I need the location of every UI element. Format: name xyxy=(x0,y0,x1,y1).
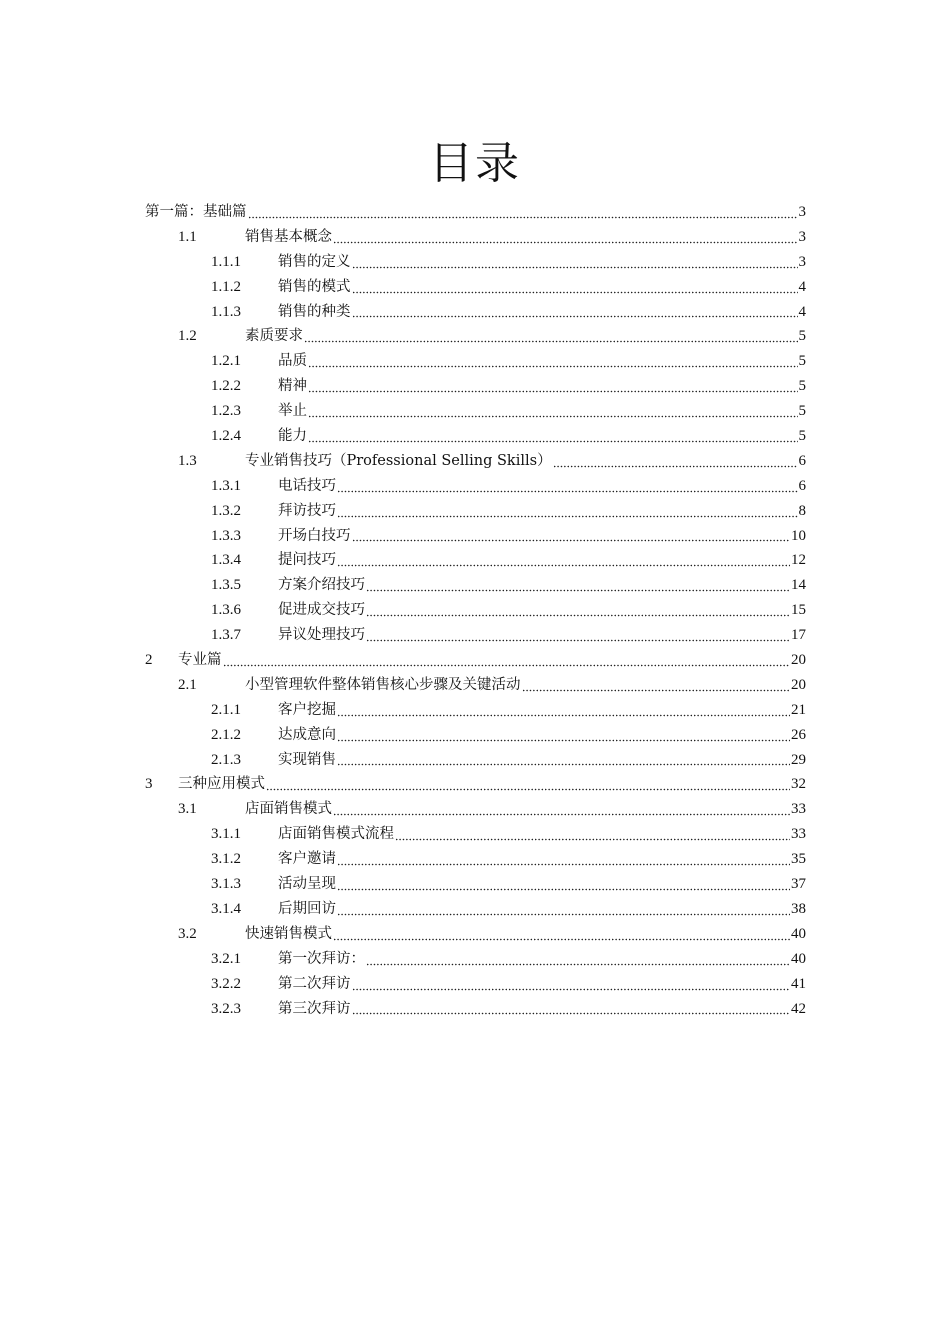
toc-dot-leader xyxy=(337,504,798,518)
table-of-contents xyxy=(145,200,806,1021)
toc-entry-page-number: 33 xyxy=(791,826,806,843)
toc-dot-leader xyxy=(337,752,790,766)
toc-entry-number: 2.1 xyxy=(178,676,197,693)
toc-entry-page-number: 20 xyxy=(791,652,806,669)
toc-entry-number: 1.3.1 xyxy=(211,477,241,494)
toc-dot-leader xyxy=(366,952,790,966)
toc-dot-leader xyxy=(352,280,798,294)
toc-entry-page-number: 20 xyxy=(791,676,806,693)
toc-entry-page-number: 29 xyxy=(791,751,806,768)
toc-entry-title: 开场白技巧 xyxy=(278,527,351,544)
toc-entry-title: 三种应用模式 xyxy=(178,776,265,793)
toc-entry-page-number: 3 xyxy=(798,228,806,245)
toc-entry-page-number: 3 xyxy=(798,204,806,220)
toc-entry-number: 1.1.1 xyxy=(211,253,241,270)
toc-dot-leader xyxy=(352,528,791,542)
toc-dot-leader xyxy=(266,777,790,791)
toc-entry-number: 2.1.1 xyxy=(211,701,241,718)
toc-entry[interactable] xyxy=(145,772,806,797)
toc-entry-number: 3.1.4 xyxy=(211,900,241,917)
toc-entry-page-number: 5 xyxy=(798,428,806,445)
toc-entry-page-number: 12 xyxy=(791,552,806,569)
toc-entry-title: 第二次拜访 xyxy=(278,975,351,992)
toc-entry-title: 后期回访 xyxy=(278,900,336,917)
toc-dot-leader xyxy=(333,927,790,941)
toc-entry-title: 素质要求 xyxy=(245,328,303,345)
toc-entry-title: 客户邀请 xyxy=(278,851,336,868)
toc-entry-page-number: 5 xyxy=(798,378,806,395)
toc-entry-number: 1.2.3 xyxy=(211,403,241,420)
toc-entry-page-number: 32 xyxy=(791,776,806,793)
toc-entry-title: 达成意向 xyxy=(278,726,336,743)
toc-entry[interactable] xyxy=(145,424,806,449)
toc-entry[interactable] xyxy=(145,449,806,474)
toc-entry-title: 第三次拜访 xyxy=(278,1000,351,1017)
toc-entry-page-number: 10 xyxy=(791,527,806,544)
toc-entry-page-number: 21 xyxy=(791,701,806,718)
toc-entry-page-number: 40 xyxy=(791,925,806,942)
toc-entry[interactable] xyxy=(145,748,806,773)
toc-dot-leader xyxy=(308,404,798,418)
toc-title: 目录 xyxy=(429,138,521,189)
toc-entry[interactable] xyxy=(145,250,806,275)
toc-entry-number: 1.3 xyxy=(178,452,197,469)
toc-entry-title: 举止 xyxy=(278,403,307,420)
toc-entry-title: 活动呈现 xyxy=(278,876,336,893)
toc-entry-title: 客户挖掘 xyxy=(278,701,336,718)
toc-dot-leader xyxy=(308,429,798,443)
toc-entry-number: 1.3.7 xyxy=(211,627,241,644)
toc-entry-number: 2.1.2 xyxy=(211,726,241,743)
toc-entry[interactable] xyxy=(145,300,806,325)
toc-entry-page-number: 35 xyxy=(791,851,806,868)
toc-entry-page-number: 6 xyxy=(798,477,806,494)
toc-entry-title: 电话技巧 xyxy=(278,477,336,494)
toc-dot-leader xyxy=(337,703,790,717)
toc-entry-number: 1.3.3 xyxy=(211,527,241,544)
toc-entry[interactable] xyxy=(145,648,806,673)
toc-entry-title: 拜访技巧 xyxy=(278,502,336,519)
toc-dot-leader xyxy=(337,877,790,891)
toc-entry-title: 小型管理软件整体销售核心步骤及关键活动 xyxy=(245,676,521,693)
toc-entry-page-number: 38 xyxy=(791,900,806,917)
toc-dot-leader xyxy=(337,728,790,742)
toc-entry-title: 异议处理技巧 xyxy=(278,627,365,644)
toc-entry-page-number: 8 xyxy=(798,502,806,519)
toc-entry-number: 3.2 xyxy=(178,925,197,942)
toc-dot-leader xyxy=(337,553,790,567)
toc-dot-leader xyxy=(395,827,790,841)
toc-entry[interactable] xyxy=(145,847,806,872)
toc-dot-leader xyxy=(366,578,790,592)
toc-entry-page-number: 14 xyxy=(791,577,806,594)
toc-entry-number: 1.2.4 xyxy=(211,428,241,445)
toc-entry-number: 1.3.5 xyxy=(211,577,241,594)
toc-entry-number: 3.1.1 xyxy=(211,826,241,843)
toc-dot-leader xyxy=(223,653,791,667)
toc-entry-number: 1.2 xyxy=(178,328,197,345)
toc-dot-leader xyxy=(308,354,798,368)
toc-dot-leader xyxy=(337,479,798,493)
toc-entry[interactable] xyxy=(145,324,806,349)
toc-entry[interactable] xyxy=(145,698,806,723)
toc-entry[interactable] xyxy=(145,723,806,748)
toc-entry-title: 精神 xyxy=(278,378,307,395)
toc-entry-page-number: 15 xyxy=(791,602,806,619)
toc-entry-number: 3 xyxy=(145,776,153,793)
toc-entry-title: 销售的模式 xyxy=(278,278,351,295)
toc-entry[interactable] xyxy=(145,797,806,822)
toc-entry-title: 销售的种类 xyxy=(278,303,351,320)
toc-entry-title: 促进成交技巧 xyxy=(278,602,365,619)
toc-dot-leader xyxy=(366,603,790,617)
toc-dot-leader xyxy=(352,1001,791,1015)
toc-entry-number: 1.3.6 xyxy=(211,602,241,619)
toc-entry-title: 店面销售模式 xyxy=(245,801,332,818)
toc-entry-title: 实现销售 xyxy=(278,751,336,768)
toc-entry-page-number: 40 xyxy=(791,950,806,967)
toc-entry-number: 1.2.2 xyxy=(211,378,241,395)
toc-entry[interactable] xyxy=(145,897,806,922)
toc-entry-title: 品质 xyxy=(278,353,307,370)
toc-dot-leader xyxy=(248,205,798,219)
toc-dot-leader xyxy=(553,454,798,468)
toc-entry-number: 3.2.3 xyxy=(211,1000,241,1017)
toc-entry-page-number: 6 xyxy=(798,452,806,469)
toc-dot-leader xyxy=(337,902,790,916)
toc-entry-page-number: 41 xyxy=(791,975,806,992)
toc-entry-number: 2.1.3 xyxy=(211,751,241,768)
toc-dot-leader xyxy=(333,230,798,244)
toc-entry[interactable] xyxy=(145,349,806,374)
toc-entry-title: 第一次拜访： xyxy=(278,950,365,967)
toc-entry[interactable] xyxy=(145,275,806,300)
toc-dot-leader xyxy=(308,379,798,393)
toc-entry-number: 3.2.2 xyxy=(211,975,241,992)
toc-entry[interactable] xyxy=(145,499,806,524)
toc-entry-title: 专业销售技巧（Professional Selling Skills） xyxy=(245,452,552,469)
toc-entry-number: 3.1.2 xyxy=(211,851,241,868)
toc-entry-title: 提问技巧 xyxy=(278,552,336,569)
toc-entry-number: 3.2.1 xyxy=(211,950,241,967)
toc-entry-number: 1.3.4 xyxy=(211,552,241,569)
toc-entry-title: 店面销售模式流程 xyxy=(278,826,394,843)
toc-entry-page-number: 5 xyxy=(798,353,806,370)
toc-dot-leader xyxy=(352,255,798,269)
toc-entry-page-number: 33 xyxy=(791,801,806,818)
toc-entry[interactable] xyxy=(145,399,806,424)
toc-entry[interactable] xyxy=(145,524,806,549)
toc-entry-page-number: 5 xyxy=(798,328,806,345)
toc-dot-leader xyxy=(522,678,791,692)
toc-entry-page-number: 26 xyxy=(791,726,806,743)
toc-entry[interactable] xyxy=(145,474,806,499)
toc-entry-number: 2 xyxy=(145,652,153,669)
toc-entry[interactable] xyxy=(145,972,806,997)
toc-entry[interactable] xyxy=(145,997,806,1022)
toc-entry[interactable] xyxy=(145,200,806,225)
toc-entry-number: 3.1.3 xyxy=(211,876,241,893)
toc-entry-number: 1.1.2 xyxy=(211,278,241,295)
toc-dot-leader xyxy=(337,852,790,866)
toc-entry[interactable] xyxy=(145,573,806,598)
toc-entry-page-number: 4 xyxy=(798,278,806,295)
toc-entry-title: 专业篇 xyxy=(178,652,222,669)
toc-entry-number: 1.1.3 xyxy=(211,303,241,320)
toc-entry[interactable] xyxy=(145,225,806,250)
toc-entry[interactable] xyxy=(145,623,806,648)
toc-entry-title: 第一篇：基础篇 xyxy=(145,204,247,220)
toc-entry-page-number: 37 xyxy=(791,876,806,893)
toc-entry-title: 销售基本概念 xyxy=(245,228,332,245)
toc-entry-page-number: 5 xyxy=(798,403,806,420)
toc-dot-leader xyxy=(304,329,798,343)
toc-dot-leader xyxy=(333,802,790,816)
toc-entry-number: 1.1 xyxy=(178,228,197,245)
toc-entry-page-number: 17 xyxy=(791,627,806,644)
toc-entry-number: 1.2.1 xyxy=(211,353,241,370)
toc-entry-number: 1.3.2 xyxy=(211,502,241,519)
toc-entry[interactable] xyxy=(145,822,806,847)
toc-entry-number: 3.1 xyxy=(178,801,197,818)
toc-entry-page-number: 42 xyxy=(791,1000,806,1017)
toc-entry[interactable] xyxy=(145,673,806,698)
toc-entry-title: 方案介绍技巧 xyxy=(278,577,365,594)
toc-entry[interactable] xyxy=(145,947,806,972)
toc-entry-page-number: 3 xyxy=(798,253,806,270)
toc-entry[interactable] xyxy=(145,548,806,573)
toc-entry-title: 销售的定义 xyxy=(278,253,351,270)
toc-entry-title: 能力 xyxy=(278,428,307,445)
toc-entry-title: 快速销售模式 xyxy=(245,925,332,942)
toc-entry-page-number: 4 xyxy=(798,303,806,320)
toc-entry[interactable] xyxy=(145,872,806,897)
toc-entry[interactable] xyxy=(145,374,806,399)
toc-dot-leader xyxy=(352,304,798,318)
toc-entry[interactable] xyxy=(145,598,806,623)
toc-entry[interactable] xyxy=(145,922,806,947)
toc-dot-leader xyxy=(352,977,791,991)
toc-dot-leader xyxy=(366,628,790,642)
